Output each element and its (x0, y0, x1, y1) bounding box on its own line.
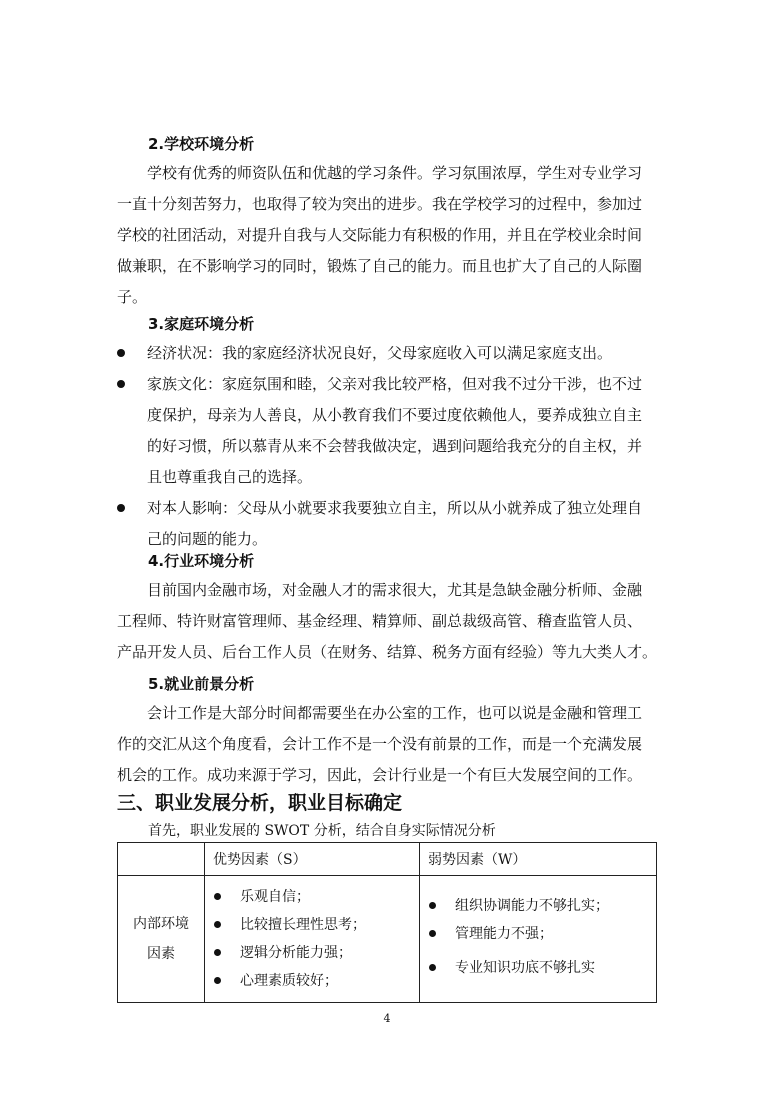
bullet-icon (214, 893, 221, 900)
text-line: 做兼职，在不影响学习的同时，锻炼了自己的能力。而且也扩大了自己的人际圈 (117, 257, 643, 275)
list-item (214, 911, 418, 939)
text-line: 一直十分刻苦努力，也取得了较为突出的进步。我在学校学习的过程中，参加过 (117, 195, 643, 213)
weakness-item: 专业知识功底不够扎实 (455, 960, 595, 976)
heading-employment-outlook: 5.就业前景分析 (148, 675, 255, 693)
table-row (118, 876, 657, 1003)
strength-item: 乐观自信； (240, 889, 310, 905)
strength-item: 心理素质较好； (240, 973, 338, 989)
text-line: 机会的工作。成功来源于学习，因此，会计行业是一个有巨大发展空间的工作。 (117, 766, 643, 784)
list-item (214, 967, 418, 995)
text-line: 己的问题的能力。 (147, 530, 268, 548)
text-line: 子。 (117, 288, 148, 306)
table-row (118, 843, 657, 876)
bullet-icon (117, 380, 125, 388)
family-bullet-list (117, 338, 662, 555)
weaknesses-list (421, 890, 655, 988)
paragraph-employment-outlook (117, 698, 662, 791)
text-line: 学校有优秀的师资队伍和优越的学习条件。学习氛围浓厚，学生对专业学习 (147, 164, 643, 182)
bullet-icon (117, 349, 125, 357)
weakness-item: 组织协调能力不够扎实； (455, 898, 609, 914)
list-item (117, 338, 662, 369)
text-line: 家族文化：家庭氛围和睦，父亲对我比较严格，但对我不过分干涉，也不过 (147, 375, 643, 393)
bullet-icon (214, 949, 221, 956)
text-line: 度保护，母亲为人善良，从小教育我们不要过度依赖他人，要养成独立自主 (147, 406, 643, 424)
text-line: 学校的社团活动，对提升自我与人交际能力有积极的作用，并且在学校业余时间 (117, 226, 643, 244)
list-item (429, 954, 655, 982)
text-line: 且也尊重我自己的选择。 (147, 468, 313, 486)
strength-item: 逻辑分析能力强； (240, 945, 352, 961)
text-line: 产品开发人员、后台工作人员（在财务、结算、税务方面有经验）等九大类人才。 (117, 643, 658, 661)
row-label-line: 因素 (147, 946, 175, 962)
bullet-icon (117, 504, 125, 512)
strengths-cell (205, 876, 420, 1003)
text-line: 作的交汇从这个角度看，会计工作不是一个没有前景的工作，而是一个充满发展 (117, 735, 643, 753)
list-item (429, 920, 655, 948)
strength-item: 比较擅长理性思考； (240, 917, 366, 933)
swot-table (117, 842, 657, 1003)
heading-family-environment: 3.家庭环境分析 (148, 315, 255, 333)
list-item (214, 883, 418, 911)
text-line: 的好习惯，所以慕青从来不会替我做决定，遇到问题给我充分的自主权，并 (147, 437, 643, 455)
weaknesses-cell (420, 876, 657, 1003)
list-item (214, 939, 418, 967)
row-label-internal-factors (118, 876, 205, 1003)
heading-school-environment: 2.学校环境分析 (148, 135, 255, 153)
text-line: 目前国内金融市场，对金融人才的需求很大，尤其是急缺金融分析师、金融 (147, 581, 643, 599)
paragraph-school-environment (117, 158, 662, 313)
weakness-item: 管理能力不强； (455, 926, 553, 942)
bullet-icon (429, 964, 436, 971)
bullet-icon (214, 921, 221, 928)
row-label-line: 内部环境 (133, 916, 189, 932)
text-line: 对本人影响：父母从小就要求我要独立自主，所以从小就养成了独立处理自 (147, 499, 643, 517)
list-item (117, 369, 662, 493)
text-line: 会计工作是大部分时间都需要坐在办公室的工作，也可以说是金融和管理工 (147, 704, 643, 722)
weakness-header: 弱势因素（W） (420, 843, 657, 876)
swot-intro: 首先，职业发展的 SWOT 分析，结合自身实际情况分析 (148, 823, 496, 839)
list-item (429, 892, 655, 920)
strength-header: 优势因素（S） (205, 843, 420, 876)
bullet-icon (429, 902, 436, 909)
list-item (117, 493, 662, 555)
heading-industry-environment: 4.行业环境分析 (148, 552, 255, 570)
strengths-list (206, 877, 418, 1001)
text-line: 工程师、特许财富管理师、基金经理、精算师、副总裁级高管、稽查监管人员、 (117, 612, 643, 630)
text-line: 经济状况：我的家庭经济状况良好，父母家庭收入可以满足家庭支出。 (147, 344, 613, 362)
bullet-icon (214, 977, 221, 984)
page-number: 4 (383, 1012, 391, 1025)
bullet-icon (429, 930, 436, 937)
paragraph-industry-environment (117, 575, 662, 668)
table-corner-cell (118, 843, 205, 876)
chapter-heading: 三、职业发展分析，职业目标确定 (117, 792, 403, 814)
